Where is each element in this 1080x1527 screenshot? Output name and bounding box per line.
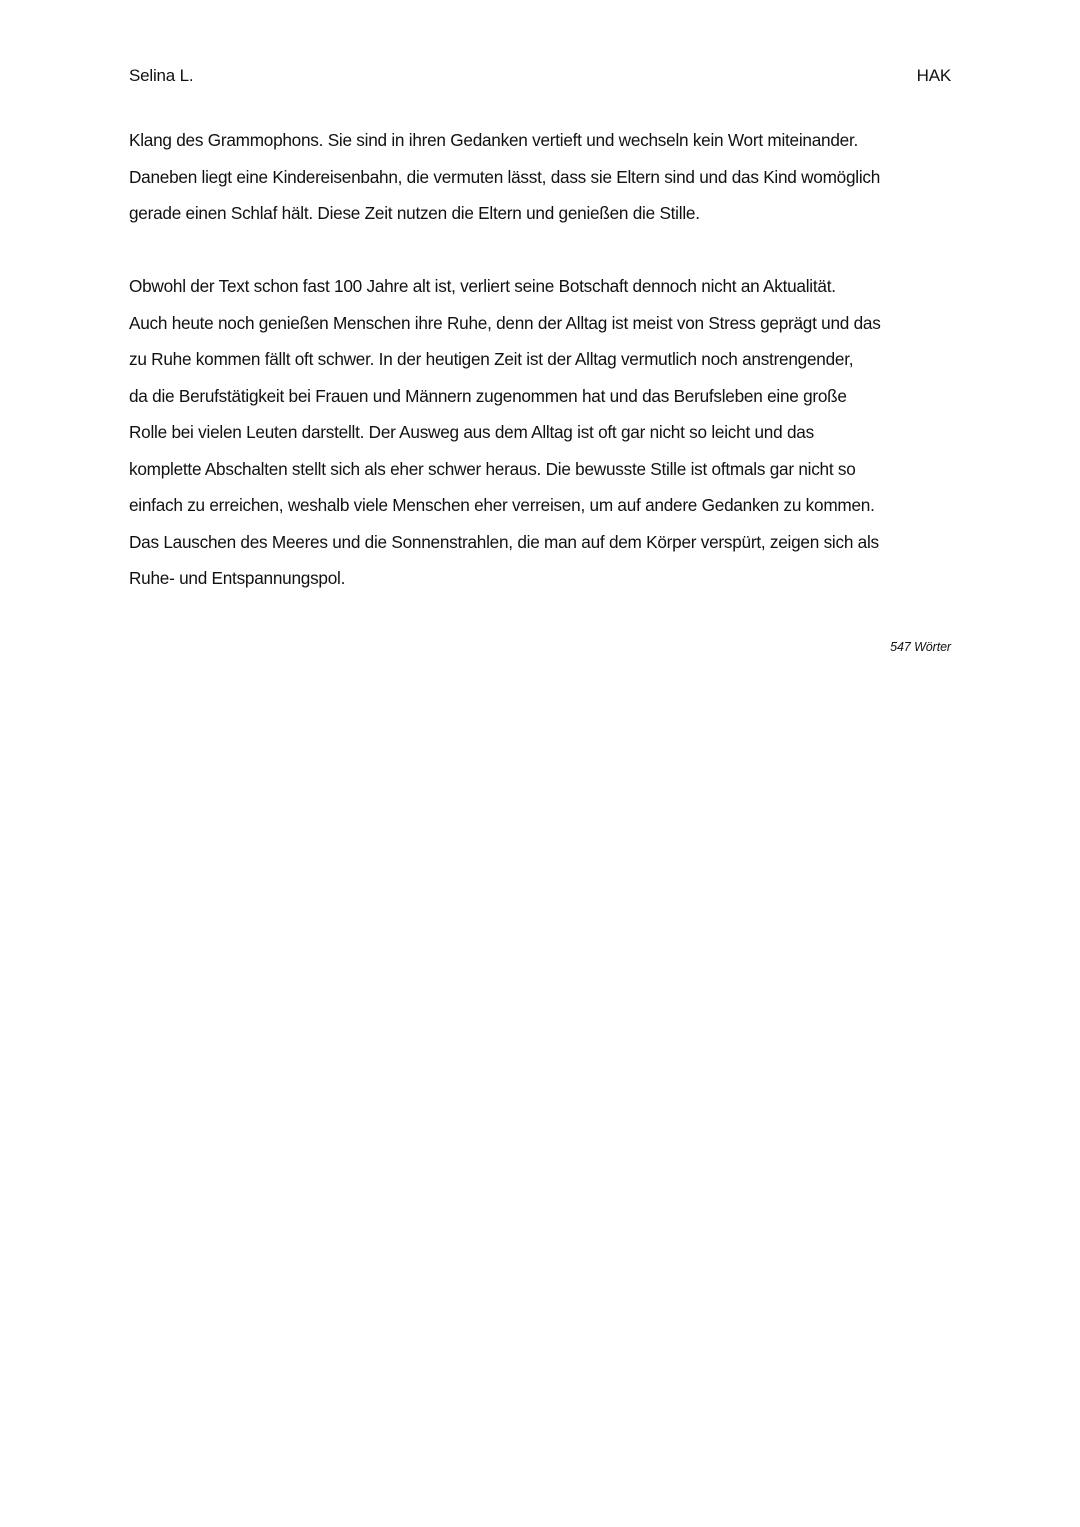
paragraph-2 [129,268,959,597]
text-line: Ruhe- und Entspannungspol. [129,568,346,588]
page-header [129,64,951,88]
school-label: HAK [916,66,951,85]
text-line: zu Ruhe kommen fällt oft schwer. In der heutigen Zeit ist der Alltag vermutlich noch anstrengender, [129,349,854,369]
author-name: Selina L. [129,66,194,85]
text-line: Daneben liegt eine Kindereisenbahn, die vermuten lässt, dass sie Eltern sind und das Kind womöglich [129,166,881,187]
text-line: Obwohl der Text schon fast 100 Jahre alt ist, verliert seine Botschaft dennoch nicht an Aktualität. [129,276,836,296]
text-line: einfach zu erreichen, weshalb viele Menschen eher verreisen, um auf andere Gedanken zu kommen. [129,495,875,515]
text-line: da die Berufstätigkeit bei Frauen und Männern zugenommen hat und das Berufsleben eine große [129,385,847,406]
text-line: gerade einen Schlaf hält. Diese Zeit nutzen die Eltern und genießen die Stille. [129,203,700,223]
text-line: komplette Abschalten stellt sich als eher schwer heraus. Die bewusste Stille ist oftmals gar nicht so [129,458,856,479]
paragraph-1 [129,122,959,232]
text-line: Klang des Grammophons. Sie sind in ihren Gedanken vertieft und wechseln kein Wort miteinander. [129,130,859,150]
text-line: Rolle bei vielen Leuten darstellt. Der Ausweg aus dem Alltag ist oft gar nicht so leicht und das [129,422,814,442]
text-line: Auch heute noch genießen Menschen ihre Ruhe, denn der Alltag ist meist von Stress geprägt und das [129,312,881,333]
text-line: Das Lauschen des Meeres und die Sonnenstrahlen, die man auf dem Körper verspürt, zeigen sich als [129,531,879,552]
word-count: 547 Wörter [890,640,951,654]
